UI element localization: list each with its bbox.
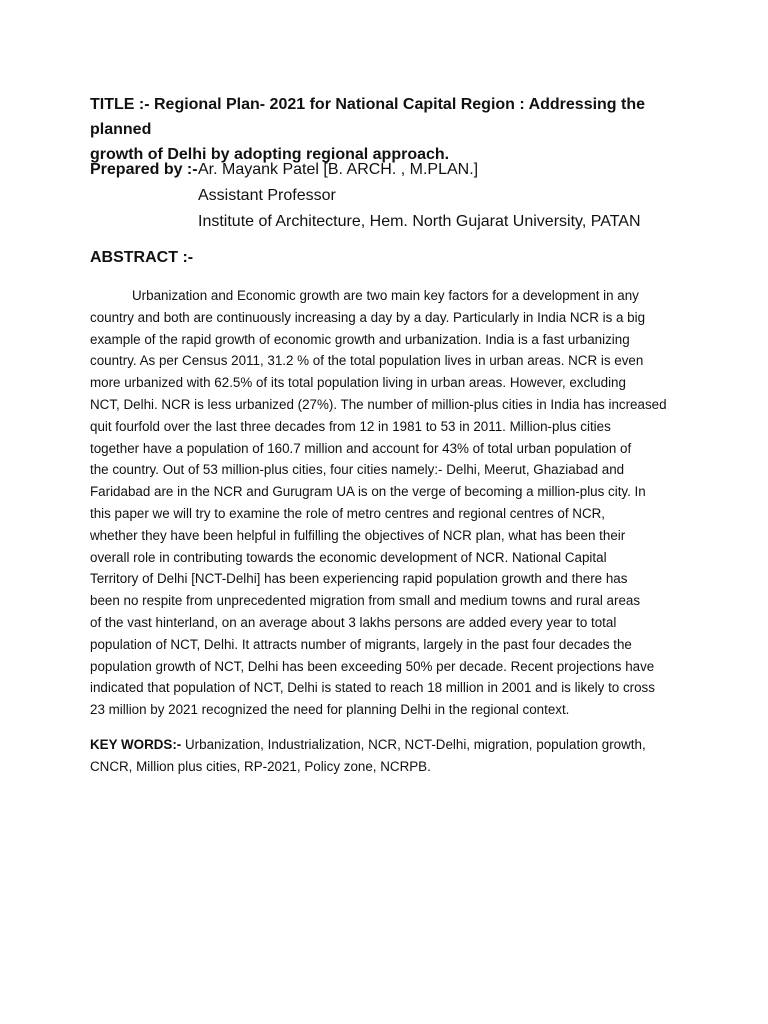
keywords-label: KEY WORDS:- — [90, 737, 182, 752]
abstract-line: country. As per Census 2011, 31.2 % of the total population lives in urban areas. NCR is even — [90, 353, 644, 369]
abstract-line: Territory of Delhi [NCT-Delhi] has been experiencing rapid population growth and there has — [90, 571, 628, 587]
paper-title-line-1: TITLE :- Regional Plan- 2021 for National Capital Region : Addressing the planned — [90, 96, 646, 138]
author-institute: Institute of Architecture, Hem. North Gujarat University, PATAN — [198, 213, 641, 230]
abstract-line: NCT, Delhi. NCR is less urbanized (27%). The number of million-plus cities in India has increased — [90, 396, 667, 412]
abstract-line: this paper we will try to examine the role of metro centres and regional centres of NCR, — [90, 505, 606, 521]
keywords-text-2: CNCR, Million plus cities, RP-2021, Policy zone, NCRPB. — [90, 759, 431, 774]
designation-row — [90, 183, 690, 209]
abstract-line: whether they have been helpful in fulfilling the objectives of NCR plan, what has been their — [90, 527, 626, 543]
author-row — [90, 157, 690, 183]
abstract-heading: ABSTRACT :- — [90, 249, 194, 266]
abstract-line: population of NCT, Delhi. It attracts number of migrants, largely in the past four decades the — [90, 636, 632, 652]
abstract-line: together have a population of 160.7 million and account for 43% of total urban population of — [90, 440, 632, 456]
author-name: Ar. Mayank Patel [B. ARCH. , M.PLAN.] — [198, 161, 479, 178]
paper-title — [90, 92, 690, 167]
abstract-line: quit fourfold over the last three decades from 12 in 1981 to 53 in 2011. Million-plus cities — [90, 418, 611, 434]
abstract-line: more urbanized with 62.5% of its total population living in urban areas. However, excluding — [90, 375, 626, 391]
author-block — [90, 157, 690, 235]
keywords-text-1: Urbanization, Industrialization, NCR, NCT-Delhi, migration, population growth, — [181, 737, 646, 752]
author-designation: Assistant Professor — [198, 187, 336, 204]
abstract-line: Urbanization and Economic growth are two main key factors for a development in any — [132, 288, 639, 303]
abstract-line: example of the rapid growth of economic growth and urbanization. India is a fast urbanizing — [90, 331, 630, 347]
abstract-line: been no respite from unprecedented migration from small and medium towns and rural areas — [90, 593, 641, 609]
abstract-line: overall role in contributing towards the economic development of NCR. National Capital — [90, 549, 607, 565]
abstract-body — [90, 285, 682, 721]
abstract-line: country and both are continuously increasing a day by a day. Particularly in India NCR is a big — [90, 309, 646, 325]
abstract-line: the country. Out of 53 million-plus cities, four cities namely:- Delhi, Meerut, Ghaziabad and — [90, 462, 625, 478]
abstract-line: 23 million by 2021 recognized the need for planning Delhi in the regional context. — [90, 702, 570, 718]
abstract-line: Faridabad are in the NCR and Gurugram UA is on the verge of becoming a million-plus city. In — [90, 484, 646, 500]
institute-row — [90, 209, 690, 235]
prepared-by-label: Prepared by :- — [90, 161, 198, 178]
keywords-block — [90, 734, 682, 778]
abstract-line: population growth of NCT, Delhi has been exceeding 50% per decade. Recent projections have — [90, 658, 655, 674]
abstract-line: indicated that population of NCT, Delhi is stated to reach 18 million in 2001 and is likely to cross — [90, 680, 655, 696]
paper-title-line-2: growth of Delhi by adopting regional approach. — [90, 146, 450, 163]
abstract-line: of the vast hinterland, on an average about 3 lakhs persons are added every year to total — [90, 614, 617, 630]
keywords-line-1 — [90, 734, 682, 756]
